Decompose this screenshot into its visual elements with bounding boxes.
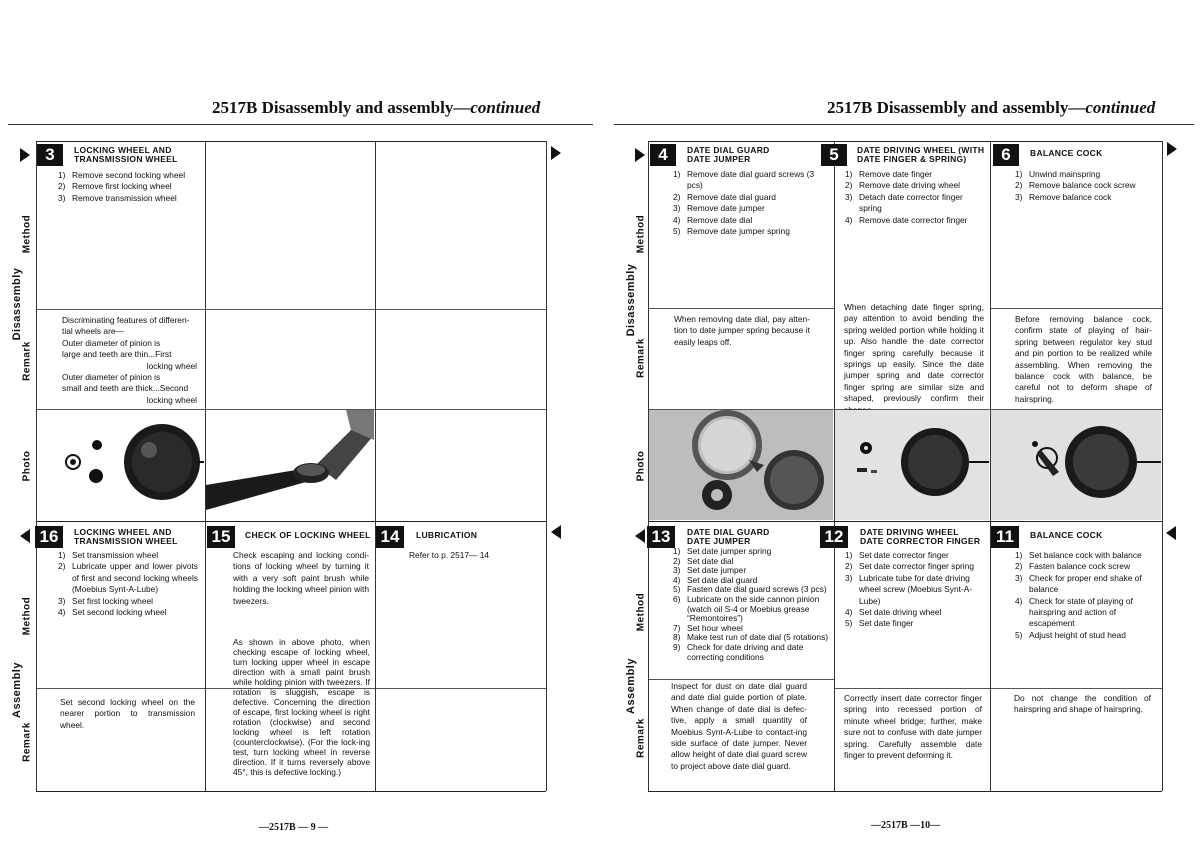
list-item: 3) Set date jumper xyxy=(673,565,747,576)
side-label-method: Method xyxy=(635,592,647,632)
remark-text: Before removing balance cock, confirm state of playing of hair-spring between regulator key stud and pin portion to be realized while assembling. When removing the balance cock with balance, be careful not to deform shape of hairspring. xyxy=(1015,314,1152,404)
photo-balance-cock xyxy=(991,410,1161,520)
list-item: 4) Set date driving wheel xyxy=(845,607,942,618)
step-number: 15 xyxy=(207,526,235,548)
step-number: 13 xyxy=(647,526,675,548)
list-item: 5) Adjust height of stud head xyxy=(1015,629,1126,640)
list-item: 1) Set balance cock with balance xyxy=(1015,550,1142,560)
list-item: 2) Remove date dial guard xyxy=(673,191,776,202)
right-bottom-border xyxy=(648,791,1162,792)
list-item: 8) Make test run of date dial (5 rotations) xyxy=(673,632,829,643)
photo-brush-check xyxy=(206,410,374,520)
arrow-right-icon xyxy=(635,148,645,162)
left-top-border xyxy=(36,141,546,142)
list-item: 5) Set date finger xyxy=(845,618,914,629)
step-title: DATE DIAL GUARD DATE JUMPER xyxy=(687,145,770,164)
left-page-title: 2517B Disassembly and assembly—continued xyxy=(212,98,541,117)
list-item: 3) Remove date jumper xyxy=(673,203,765,214)
list-item: 7) Set hour wheel xyxy=(673,622,743,633)
list-item: 3) Detach date corrector finger spring xyxy=(845,191,963,214)
arrow-left-icon xyxy=(20,529,30,543)
side-label-photo: Photo xyxy=(635,450,647,482)
list-item: 3) Remove transmission wheel xyxy=(58,192,177,203)
step-number: 14 xyxy=(376,526,404,548)
right-page-title: 2517B Disassembly and assembly—continued xyxy=(827,98,1156,117)
arrow-right-icon xyxy=(551,146,561,160)
remark-text: Set second locking wheel on the nearer portion to transmission wheel. xyxy=(60,697,195,730)
right-title-rule xyxy=(614,124,1194,125)
method-list xyxy=(845,169,985,226)
remark-text: As shown in above photo, when checking escape of locking wheel, turn locking upper wheel in escape direction with a small paint brush while holding pinion with tweezers. If rotation is sluggish, escape is defective. Concerning the direction of escape, first locking wheel is right rotation (clockwise) and second locking wheel is left rotation (counterclockwise). (For the lock-ing test, turn locking wheel in reverse direction. If it turns reversely above 45°, this is defective locking.) xyxy=(233,637,370,777)
side-label-disassembly: Disassembly xyxy=(11,267,23,341)
list-item: 9) Check for date driving and date correcting conditions xyxy=(673,641,804,662)
arrow-left-icon xyxy=(635,529,645,543)
list-item: 4) Remove date dial xyxy=(673,214,753,225)
step-title: CHECK OF LOCKING WHEEL xyxy=(245,530,371,540)
list-item: 1) Set date jumper spring xyxy=(673,546,772,556)
right-column-line xyxy=(1162,141,1163,791)
remark-text: When removing date dial, pay atten-tion to date jumper spring because it easily leaps off. xyxy=(674,314,810,347)
step-number: 6 xyxy=(993,144,1019,166)
left-column-line xyxy=(375,141,376,791)
side-label-photo: Photo xyxy=(21,450,33,482)
list-item: 5) Fasten date dial guard screws (3 pcs) xyxy=(673,584,827,595)
page-number: —2517B —10— xyxy=(871,820,941,831)
list-item: 2) Remove date driving wheel xyxy=(845,180,961,191)
side-label-remark: Remark xyxy=(21,341,33,381)
step-title: LUBRICATION xyxy=(416,530,478,540)
side-label-remark: Remark xyxy=(635,718,647,758)
list-item: 2) Set date corrector finger spring xyxy=(845,561,974,572)
left-bottom-border xyxy=(36,791,546,792)
list-item: 3) Remove balance cock xyxy=(1015,191,1112,202)
method-text: Check escaping and locking condi-tions of locking wheel by turning it with a very soft paint brush while holding the locking wheel pinion with tweezers. xyxy=(233,550,369,606)
right-row-divider xyxy=(834,688,1162,689)
right-row-divider xyxy=(648,308,834,309)
list-item: 1) Remove date dial guard screws (3 pcs) xyxy=(673,169,815,191)
list-item: 4) Set date dial guard xyxy=(673,574,758,585)
step-title: LOCKING WHEEL AND TRANSMISSION WHEEL xyxy=(74,145,178,164)
remark-text: Correctly insert date corrector finger spring into recessed portion of minute wheel bridge; further, make sure not to confuse with date jumper spring. Carefully assemble date finger to prevent deforming it. xyxy=(844,693,982,761)
list-item: 1) Remove date finger xyxy=(845,169,933,179)
step-title: DATE DRIVING WHEEL DATE CORRECTOR FINGER xyxy=(860,527,981,546)
right-top-border xyxy=(648,141,1162,142)
list-item: 4) Remove date corrector finger xyxy=(845,214,968,225)
step-number: 3 xyxy=(37,144,63,166)
arrow-left-icon xyxy=(551,525,561,539)
arrow-right-icon xyxy=(20,148,30,162)
step-title: BALANCE COCK xyxy=(1030,148,1103,158)
step-number: 4 xyxy=(650,144,676,166)
side-label-remark: Remark xyxy=(21,722,33,762)
remark-text: Do not change the condition of hairspring and shape of hairspring. xyxy=(1014,693,1151,715)
side-label-assembly: Assembly xyxy=(625,658,637,714)
list-item: 4) Check for state of playing of hairspring and action of escapement xyxy=(1015,595,1133,629)
list-item: 5) Remove date jumper spring xyxy=(673,226,790,237)
list-item: 2) Remove first locking wheel xyxy=(58,181,172,192)
method-list xyxy=(58,170,200,204)
step-title: DATE DIAL GUARD DATE JUMPER xyxy=(687,527,770,546)
method-list xyxy=(673,169,831,237)
step-title: DATE DRIVING WHEEL (WITH DATE FINGER & SPRING) xyxy=(857,145,985,164)
list-item: 3) Lubricate tube for date driving wheel screw (Moebius Synt-A-Lube) xyxy=(845,572,973,606)
side-label-remark: Remark xyxy=(635,338,647,378)
method-list xyxy=(58,550,198,618)
step-number: 16 xyxy=(35,526,63,548)
left-column-line xyxy=(546,141,547,791)
side-label-method: Method xyxy=(635,214,647,254)
list-item: 4) Set second locking wheel xyxy=(58,607,167,618)
method-list xyxy=(1015,550,1155,641)
method-list xyxy=(673,547,831,662)
list-item: 3) Set first locking wheel xyxy=(58,595,153,606)
list-item: 1) Set transmission wheel xyxy=(58,550,159,560)
right-mid-border xyxy=(648,521,1162,522)
left-title-rule xyxy=(8,124,593,125)
right-row-divider xyxy=(648,679,834,680)
method-list xyxy=(845,550,985,630)
list-item: 2) Remove balance cock screw xyxy=(1015,180,1136,191)
list-item: 1) Set date corrector finger xyxy=(845,550,949,560)
page-number: —2517B — 9 — xyxy=(259,822,329,833)
step-number: 12 xyxy=(820,526,848,548)
list-item: 2) Set date dial xyxy=(673,555,734,566)
step-title: LOCKING WHEEL AND TRANSMISSION WHEEL xyxy=(74,527,178,546)
side-label-method: Method xyxy=(21,596,33,636)
step-number: 5 xyxy=(821,144,847,166)
list-item: 2) Lubricate upper and lower pivots of first and second locking wheels (Moebius Synt-A-Lube) xyxy=(58,561,198,595)
photo-date-dial xyxy=(649,410,833,520)
right-row-divider xyxy=(990,308,1162,309)
step-number: 11 xyxy=(991,526,1019,548)
remark-text: Inspect for dust on date dial guard and date dial guide portion of plate. When change of date dial is defec-tive, apply a small quantity of Moebius Synt-A-Lube to contact-ing side surface of date jumper. Never allow height of date dial guard screw to project above date dial guard. xyxy=(671,681,807,771)
arrow-left-icon xyxy=(1166,526,1176,540)
list-item: 2) Fasten balance cock screw xyxy=(1015,561,1131,572)
remark-text: When detaching date finger spring, pay attention to avoid bending the spring welded portion while holding it up. Also handle the date corrector finger spring carefully because it springs up easily. Since the date jumper spring and date corrector finger spring are similar size and shaped, previously confirm their xyxy=(844,302,984,404)
side-label-disassembly: Disassembly xyxy=(625,263,637,337)
list-item: 1) Remove second locking wheel xyxy=(58,170,186,180)
photo-date-driving-wheel xyxy=(835,410,989,520)
side-label-assembly: Assembly xyxy=(11,662,23,718)
remark-text: Discriminating features of differen- tial wheels are— Outer diameter of pinion is large and teeth are thin...First locking wheel Outer diameter of pinion is small and teeth are thick...Second locking wheel xyxy=(62,315,197,405)
method-text: Refer to p. 2517— 14 xyxy=(409,550,490,560)
step-title: BALANCE COCK xyxy=(1030,530,1103,540)
method-list xyxy=(1015,169,1155,203)
side-label-method: Method xyxy=(21,214,33,254)
list-item: 3) Check for proper end shake of balance xyxy=(1015,572,1142,595)
arrow-right-icon xyxy=(1167,142,1177,156)
photo-locking-wheels xyxy=(37,410,204,520)
left-mid-border xyxy=(36,521,546,522)
list-item: 1) Unwind mainspring xyxy=(1015,169,1101,179)
list-item: 6) Lubricate on the side cannon pinion (watch oil S-4 or Moebius grease “Remontoires”) xyxy=(673,593,820,624)
left-row-divider xyxy=(36,309,546,310)
